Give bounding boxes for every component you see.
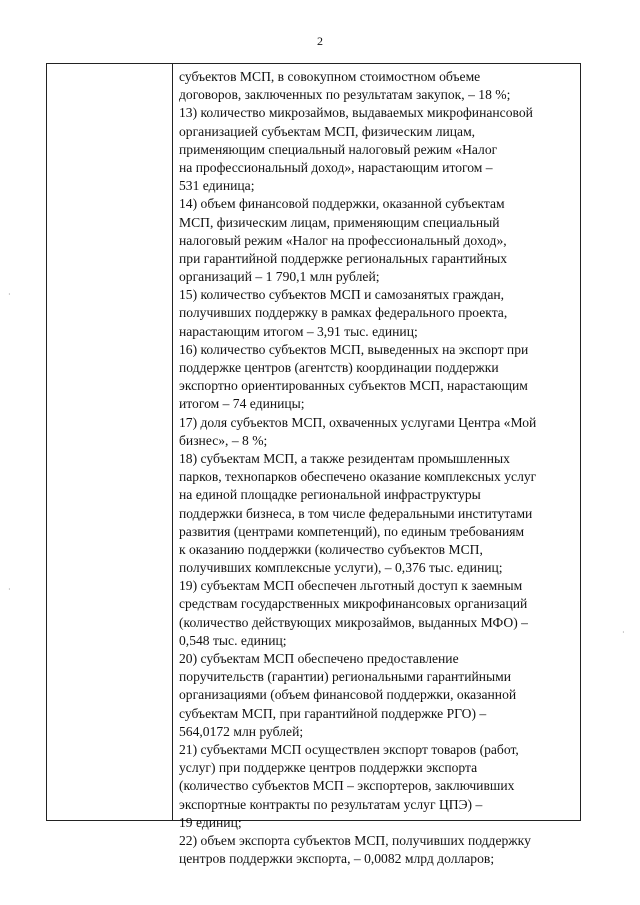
text-line: организациями (объем финансовой поддержки, оказанной [179, 687, 517, 703]
text-line: экспортные контракты по результатам услуг ЦПЭ) – [179, 796, 483, 812]
text-line: бизнес», – 8 %; [179, 432, 268, 448]
text-line: поручительств (гарантии) региональными гарантийными [179, 669, 512, 685]
text-line: 0,548 тыс. единиц; [179, 632, 287, 648]
table-text-cell [179, 68, 579, 868]
text-line: получивших поддержку в рамках федерального проекта, [179, 305, 508, 321]
text-line: (количество субъектов МСП – экспортеров, заключивших [179, 778, 515, 794]
text-line: 13) количество микрозаймов, выдаваемых микрофинансовой [179, 105, 533, 121]
text-line: парков, технопарков обеспечено оказание комплексных услуг [179, 469, 537, 485]
table-left-column [47, 64, 173, 820]
text-line: 18) субъектам МСП, а также резидентам промышленных [179, 450, 510, 466]
page-number: 2 [317, 34, 323, 48]
text-line: на профессиональный доход», нарастающим итогом – [179, 159, 493, 175]
text-line: экспортно ориентированных субъектов МСП, нарастающим [179, 378, 528, 394]
text-line: получивших комплексные услуги), – 0,376 тыс. единиц; [179, 560, 503, 576]
text-line: 19 единиц; [179, 814, 242, 830]
scan-speck: · [8, 585, 11, 594]
text-line: 22) объем экспорта субъектов МСП, получивших поддержку [179, 832, 531, 848]
text-line: субъектам МСП, при гарантийной поддержке РГО) – [179, 705, 487, 721]
text-line: поддержки бизнеса, в том числе федеральными институтами [179, 505, 533, 521]
text-line: налоговый режим «Налог на профессиональный доход», [179, 232, 507, 248]
text-line: 17) доля субъектов МСП, охваченных услугами Центра «Мой [179, 414, 537, 430]
text-line: нарастающим итогом – 3,91 тыс. единиц; [179, 323, 418, 339]
text-line: на единой площадке региональной инфраструктуры [179, 487, 481, 503]
text-line: субъектов МСП, в совокупном стоимостном объеме [179, 69, 481, 84]
text-line: 564,0172 млн рублей; [179, 723, 304, 739]
text-line: 16) количество субъектов МСП, выведенных на экспорт при [179, 341, 529, 357]
text-line: 20) субъектам МСП обеспечено предоставление [179, 651, 459, 666]
text-line: услуг) при поддержке центров поддержки экспорта [179, 760, 478, 776]
text-line: 15) количество субъектов МСП и самозанятых граждан, [179, 287, 505, 303]
text-line: применяющим специальный налоговый режим «Налог [179, 141, 498, 157]
text-line: (количество действующих микрозаймов, выданных МФО) – [179, 614, 528, 630]
text-line: организацией субъектам МСП, физическим лицам, [179, 123, 476, 139]
scan-speck: · [8, 290, 11, 299]
text-line: 21) субъектами МСП осуществлен экспорт товаров (работ, [179, 741, 519, 757]
text-line: МСП, физическим лицам, применяющим специальный [179, 214, 500, 230]
text-line: при гарантийной поддержке региональных гарантийных [179, 250, 508, 266]
text-line: 19) субъектам МСП обеспечен льготный доступ к заемным [179, 578, 523, 594]
text-line: средствам государственных микрофинансовых организаций [179, 596, 528, 612]
text-line: итогом – 74 единицы; [179, 396, 305, 412]
text-line: 531 единица; [179, 178, 255, 194]
text-line: 14) объем финансовой поддержки, оказанной субъектам [179, 196, 505, 212]
text-line: центров поддержки экспорта, – 0,0082 млрд долларов; [179, 851, 495, 867]
scan-speck: · [622, 628, 625, 637]
text-line: поддержке центров (агентств) координации поддержки [179, 360, 499, 375]
text-line: развития (центрами компетенций), по единым требованиям [179, 523, 525, 539]
document-table [46, 63, 581, 867]
text-line: организаций – 1 790,1 млн рублей; [179, 269, 380, 285]
text-line: к оказанию поддержки (количество субъектов МСП, [179, 541, 483, 557]
text-line: договоров, заключенных по результатам закупок, – 18 %; [179, 87, 511, 103]
